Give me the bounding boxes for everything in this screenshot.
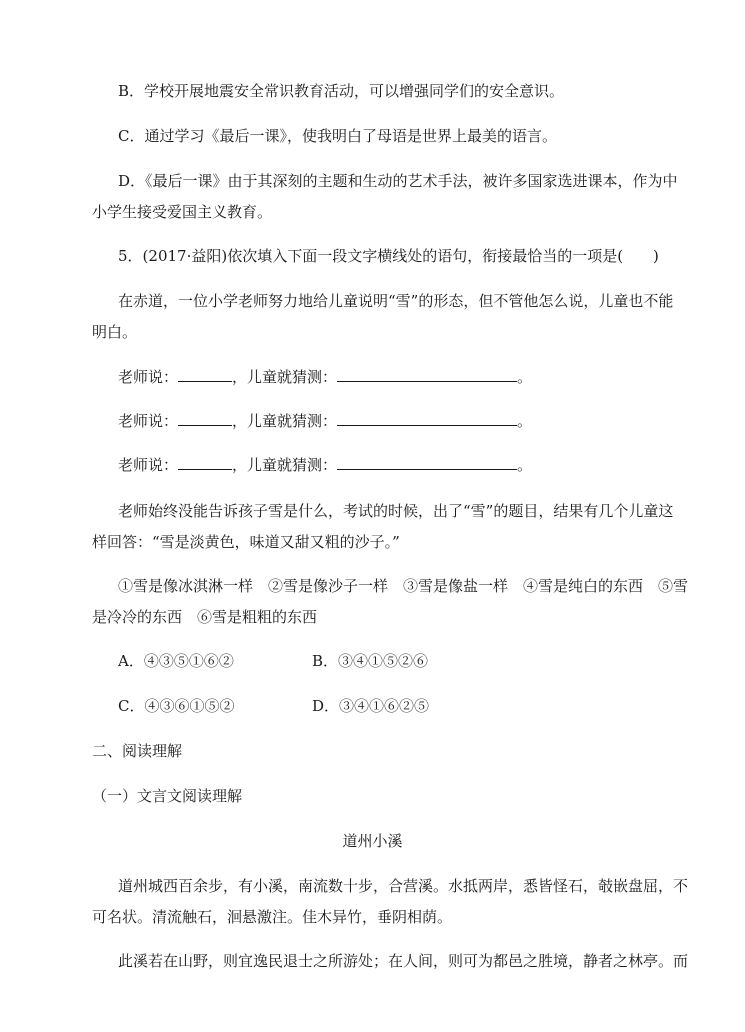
passage-p1-line2: 可名状。清流触石，洄悬激注。佳木异竹，垂阴相荫。: [92, 908, 453, 926]
dialog-child-label: ，儿童就猜测：: [232, 368, 338, 386]
q5-choice-c[interactable]: C．④③⑥①⑤②: [118, 697, 235, 715]
dialog-child-label: ，儿童就猜测：: [232, 456, 338, 474]
q5-choice-a[interactable]: A．④③⑤①⑥②: [118, 652, 234, 670]
dialog-child-label: ，儿童就猜测：: [232, 412, 338, 430]
fill-blank[interactable]: [178, 455, 232, 470]
q5-para1-line1: 在赤道，一位小学老师努力地给儿童说明“雪”的形态，但不管他怎么说，儿童也不能: [118, 292, 674, 310]
passage-p1-line1: 道州城西百余步，有小溪，南流数十步，合营溪。水抵两岸，悉皆怪石，攲嵌盘屈，不: [118, 877, 689, 895]
fill-blank[interactable]: [178, 411, 232, 426]
dialog-end: 。: [517, 456, 533, 474]
fill-blank[interactable]: [178, 367, 232, 382]
q5-items-line2: 是冷冷的东西 ⑥雪是粗粗的东西: [92, 608, 318, 626]
q5-dialog-row-2: [118, 410, 655, 432]
dialog-end: 。: [517, 368, 533, 386]
q4-option-d-line2: 小学生接受爱国主义教育。: [92, 203, 273, 221]
q5-para2-line2: 样回答：“雪是淡黄色，味道又甜又粗的沙子。”: [92, 533, 400, 551]
dialog-teacher-label: 老师说：: [118, 456, 179, 474]
sub-section-heading: （一）文言文阅读理解: [92, 787, 243, 805]
q5-stem: 5．(2017·益阳)依次填入下面一段文字横线处的语句，衔接最恰当的一项是( ): [118, 247, 659, 265]
q5-items-line1: ①雪是像冰淇淋一样 ②雪是像沙子一样 ③雪是像盐一样 ④雪是纯白的东西 ⑤雪: [118, 577, 689, 595]
fill-blank[interactable]: [337, 455, 517, 470]
q4-option-b: B．学校开展地震安全常识教育活动，可以增强同学们的安全意识。: [118, 82, 565, 100]
fill-blank[interactable]: [337, 411, 517, 426]
dialog-end: 。: [517, 412, 533, 430]
section-heading: 二、阅读理解: [92, 742, 183, 760]
passage-title: 道州小溪: [342, 832, 403, 850]
q4-option-c: C．通过学习《最后一课》，使我明白了母语是世界上最美的语言。: [118, 127, 557, 145]
q5-dialog-row-1: [118, 366, 655, 388]
q5-para2-line1: 老师始终没能告诉孩子雪是什么，考试的时候，出了“雪”的题目，结果有几个儿童这: [118, 502, 674, 520]
dialog-teacher-label: 老师说：: [118, 412, 179, 430]
q5-choice-b[interactable]: B．③④①⑤②⑥: [312, 652, 429, 670]
fill-blank[interactable]: [337, 367, 517, 382]
q4-option-d-line1: D．《最后一课》由于其深刻的主题和生动的艺术手法，被许多国家选进课本，作为中: [118, 172, 678, 190]
q5-para1-line2: 明白。: [92, 323, 138, 341]
dialog-teacher-label: 老师说：: [118, 368, 179, 386]
q5-choice-d[interactable]: D．③④①⑥②⑤: [312, 697, 430, 715]
q5-dialog-row-3: [118, 454, 655, 476]
passage-p2-line1: 此溪若在山野，则宜逸民退士之所游处；在人间，则可为都邑之胜境，静者之林亭。而: [118, 952, 689, 970]
